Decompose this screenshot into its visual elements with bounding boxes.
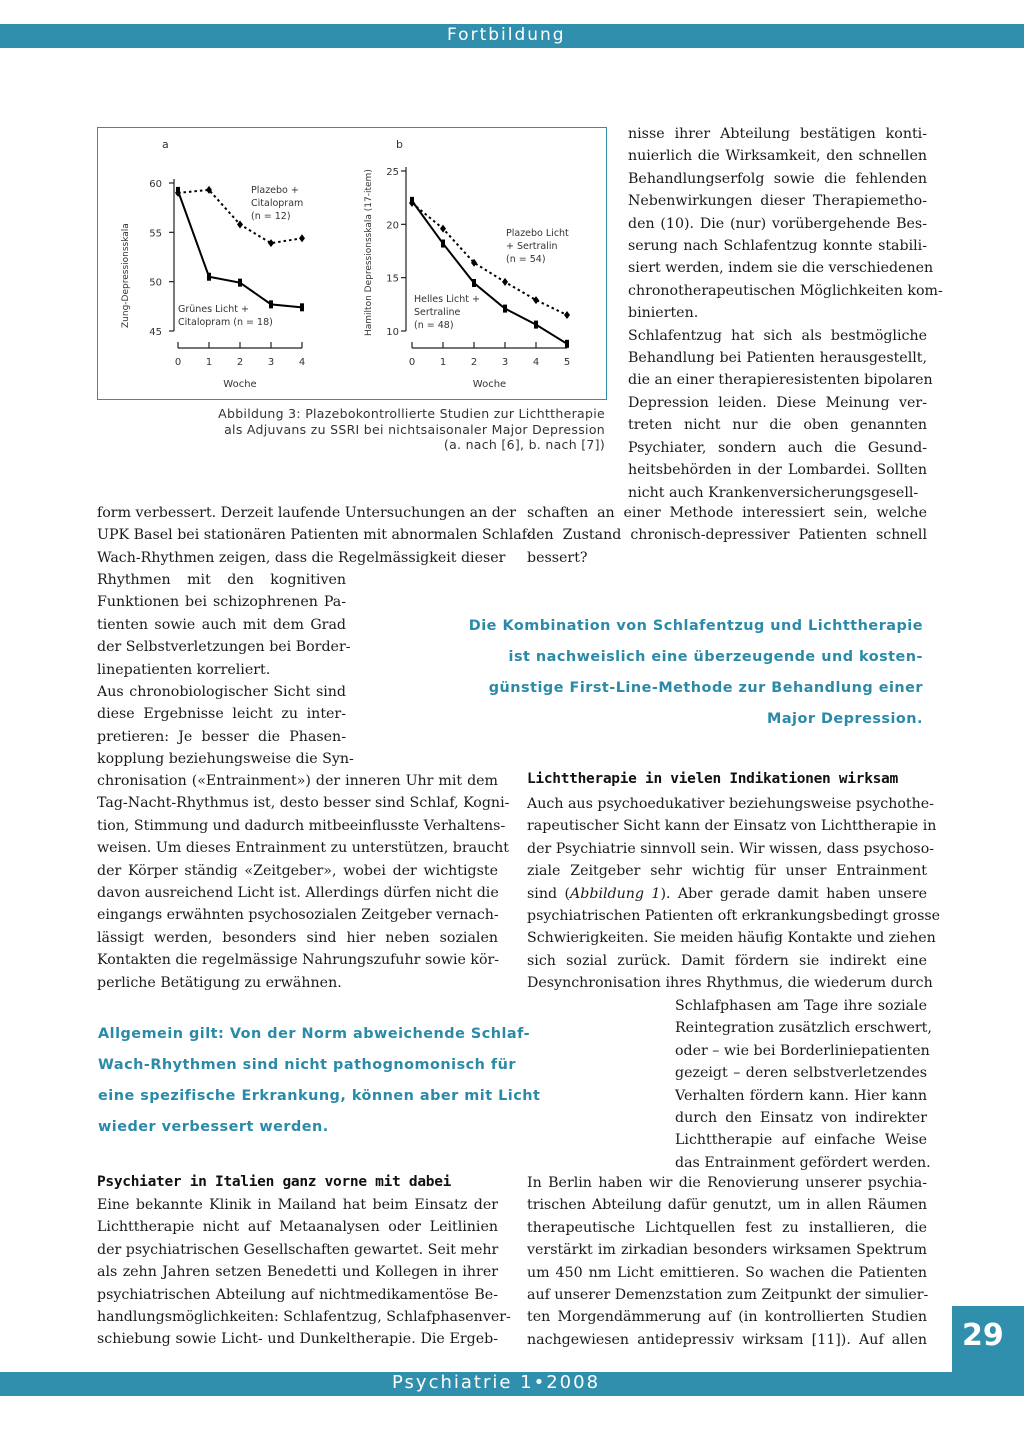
figure-caption <box>120 406 605 453</box>
x-tick-label: 4 <box>298 357 306 368</box>
text-line: Psychiater, sondern auch die Gesund- <box>628 439 927 456</box>
x-tick-label: 3 <box>501 357 509 368</box>
text-line: therapeutische Lichtquellen fest zu installieren, die <box>527 1219 927 1236</box>
left-column-intro <box>97 502 532 569</box>
text-line: psychiatrischen Patienten oft erkrankungsbedingt grosse <box>527 908 941 925</box>
pull-quote-line: Wach-Rhythmen sind nicht pathognomonisch für <box>98 1057 517 1073</box>
text-line: perliche Betätigung zu erwähnen. <box>97 974 342 991</box>
x-tick-label: 5 <box>563 357 571 368</box>
text-line: handlungsmöglichkeiten: Schlafentzug, Schlafphasenver- <box>97 1309 511 1326</box>
series-label: Grünes Licht + <box>178 304 250 315</box>
text-line: der psychiatrischen Gesellschaften gewartet. Seit mehr <box>97 1241 499 1258</box>
text-line: auf unserer Demenzstation zum Zeitpunkt der simulier- <box>527 1287 929 1304</box>
text-line: Schwierigkeiten. Sie meiden häufig Kontakte und ziehen <box>527 930 936 947</box>
text-line: lässigt werden, besonders sind hier neben sozialen <box>97 929 498 946</box>
text-line: In Berlin haben wir die Renovierung unserer psychia- <box>527 1175 927 1191</box>
text-line: nisse ihrer Abteilung bestätigen konti- <box>628 126 927 142</box>
y-tick-label: 25 <box>386 167 399 178</box>
text-line: siert werden, indem sie die verschiedenen <box>628 260 934 277</box>
x-tick-label: 3 <box>267 357 275 368</box>
text-line: weisen. Um dieses Entrainment zu unterstützen, braucht <box>97 840 509 857</box>
text-line: Desynchronisation ihres Rhythmus, die wiederum durch <box>527 975 933 992</box>
data-point <box>237 220 243 228</box>
text-line: Aus chronobiologischer Sicht sind <box>97 684 346 701</box>
text-line: den Zustand chronisch-depressiver Patienten schnell <box>527 527 927 544</box>
data-point <box>564 311 570 319</box>
pull-quote-line: eine spezifische Erkrankung, können aber mit Licht <box>98 1088 541 1104</box>
series-label: Plazebo + <box>251 185 299 196</box>
section-italy-body <box>97 1194 511 1351</box>
pull-quote-line: Major Depression. <box>767 711 923 727</box>
text-line: pretieren: Je besser die Phasen- <box>97 728 346 745</box>
figure-chart <box>98 128 608 401</box>
x-axis-label: Woche <box>472 379 507 390</box>
x-tick-label: 0 <box>408 357 416 368</box>
text-line: treten nicht nur die oben genannten <box>628 417 927 434</box>
text-line: schiebung sowie Licht- und Dunkeltherapie. Die Ergeb- <box>97 1331 498 1348</box>
data-point <box>299 234 305 242</box>
section-light-body <box>527 793 941 995</box>
y-axis-label: Zung-Depressionsskala <box>121 223 131 328</box>
panel-label: a <box>162 138 169 151</box>
series-label: Plazebo Licht <box>506 228 569 239</box>
x-tick-label: 1 <box>439 357 447 368</box>
text-line: verstärkt im zirkadian besonders wirksamen Spektrum <box>527 1242 927 1259</box>
text-line: psychiatrischen Abteilung auf nichtmedikamentöse Be- <box>97 1286 498 1303</box>
data-point <box>207 273 211 281</box>
data-point <box>300 303 304 311</box>
text-line: sich sozial zurück. Damit fördern sie indirekt eine <box>527 952 927 969</box>
text-line: Wach-Rhythmen zeigen, dass die Regelmässigkeit dieser <box>97 549 506 566</box>
text-line: der Körper ständig «Zeitgeber», wobei der wichtigste <box>97 862 498 879</box>
text-line: tion, Stimmung und dadurch mitbeeinflusste Verhaltens- <box>97 817 506 834</box>
y-tick-label: 45 <box>149 327 162 338</box>
text-line: gezeigt – deren selbstverletzendes <box>675 1065 927 1082</box>
text-line: Rhythmen mit den kognitiven <box>97 572 346 588</box>
text-line: nachgewiesen antidepressiv wirksam [11]). Auf allen <box>527 1331 927 1348</box>
text-line: das Entrainment gefördert werden. <box>675 1154 931 1171</box>
y-tick-label: 15 <box>386 273 399 285</box>
data-point <box>534 321 538 329</box>
pull-quote-line: günstige First-Line-Methode zur Behandlung einer <box>488 680 923 696</box>
pull-quote-line: Die Kombination von Schlafentzug und Lichttherapie <box>468 618 923 634</box>
text-line: bessert? <box>527 549 588 566</box>
pull-quote-1 <box>368 611 923 735</box>
y-tick-label: 50 <box>149 277 162 289</box>
text-line: sind (Abbildung 1). Aber gerade damit haben unsere <box>527 885 927 902</box>
data-point <box>269 300 273 308</box>
text-line: Reintegration zusätzlich erschwert, <box>675 1020 932 1037</box>
text-line: ten Morgendämmerung auf (in kontrollierten Studien <box>527 1309 927 1326</box>
text-line: nicht auch Krankenversicherungsgesell- <box>628 484 919 501</box>
text-line: eingangs erwähnten psychosozialen Zeitgeber vernach- <box>97 907 499 924</box>
text-line: als zehn Jahren setzen Benedetti und Kollegen in ihrer <box>97 1264 498 1281</box>
data-point <box>472 279 476 287</box>
text-line: tienten sowie auch mit dem Grad <box>97 616 346 633</box>
text-line: den (10). Die (nur) vorübergehende Bes- <box>628 215 927 232</box>
text-line: form verbessert. Derzeit laufende Untersuchungen an der <box>97 505 516 521</box>
caption-line: (a. nach [6], b. nach [7]) <box>443 437 605 452</box>
text-line: Nebenwirkungen dieser Therapiemetho- <box>628 193 927 210</box>
text-line: um 450 nm Licht emittieren. So wachen die Patienten <box>527 1264 927 1281</box>
pull-quote-line: ist nachweislich eine überzeugende und kosten- <box>508 649 923 665</box>
section-light-narrow <box>675 995 932 1174</box>
text-line: Auch aus psychoedukativer beziehungsweise psychothe- <box>527 796 934 812</box>
y-tick-label: 60 <box>149 179 162 190</box>
data-point <box>268 239 274 247</box>
text-line: Verhalten fördern kann. Hier kann <box>675 1087 927 1104</box>
data-point <box>503 305 507 313</box>
text-line: nuierlich die Wirksamkeit, den schnellen <box>628 148 927 165</box>
series-label: (n = 12) <box>251 211 291 222</box>
text-line: Schlafentzug hat sich als bestmögliche <box>628 327 927 344</box>
data-point <box>440 225 446 233</box>
pull-quote-line: wieder verbessert werden. <box>98 1119 329 1135</box>
text-line: diese Ergebnisse leicht zu inter- <box>97 706 346 723</box>
x-axis-label: Woche <box>223 379 257 390</box>
section-berlin-body <box>527 1172 927 1351</box>
series-label: (n = 54) <box>506 254 546 265</box>
page-number: 29 <box>962 1318 1004 1353</box>
series-label: + Sertralin <box>506 241 558 252</box>
x-tick-label: 0 <box>174 357 182 368</box>
text-line: Lichttherapie nicht auf Metaanalysen oder Leitlinien <box>97 1219 498 1236</box>
x-tick-label: 2 <box>470 357 478 368</box>
data-point <box>176 187 180 195</box>
text-line: Funktionen bei schizophrenen Pa- <box>97 594 346 611</box>
figure-reference: Abbildung 1 <box>570 885 661 902</box>
section-heading-italy: Psychiater in Italien ganz vorne mit dabei <box>97 1174 452 1190</box>
header-bar <box>0 24 1024 48</box>
text-line: schaften an einer Methode interessiert sein, welche <box>527 505 927 521</box>
text-line: Lichttherapie auf einfache Weise <box>675 1132 927 1149</box>
text-line: serung nach Schlafentzug konnte stabili- <box>628 238 927 255</box>
right-column-mid <box>527 502 927 569</box>
text-line: heitsbehörden in der Lombardei. Sollten <box>628 462 927 479</box>
x-tick-label: 2 <box>236 357 244 368</box>
caption-line: als Adjuvans zu SSRI bei nichtsaisonaler Major Depression <box>224 421 605 437</box>
footer-bar <box>0 1372 1024 1396</box>
series-label: Citalopram <box>251 198 304 209</box>
text-line: chronotherapeutischen Möglichkeiten kom- <box>628 282 943 299</box>
text-line: rapeutischer Sicht kann der Einsatz von Lichttherapie in <box>527 818 937 835</box>
series-label: Sertraline <box>414 307 461 318</box>
text-line: Depression leiden. Diese Meinung ver- <box>628 394 927 411</box>
text-line: Behandlung bei Patienten herausgestellt, <box>628 350 927 367</box>
text-line: Behandlungserfolg sowie die fehlenden <box>628 170 927 187</box>
journal-issue: Psychiatrie 1•2008 <box>392 1372 601 1393</box>
text-line: Tag-Nacht-Rhythmus ist, desto besser sind Schlaf, Kogni- <box>97 795 510 812</box>
data-point <box>533 296 539 304</box>
caption-line: Abbildung 3: Plazebokontrollierte Studien zur Lichttherapie <box>218 406 605 421</box>
text-line: chronisation («Entrainment») der inneren Uhr mit dem <box>97 773 498 789</box>
data-point <box>238 279 242 287</box>
text-line: durch den Einsatz von indirekter <box>675 1110 927 1127</box>
series-label: (n = 48) <box>414 320 454 331</box>
section-heading-light: Lichttherapie in vielen Indikationen wirksam <box>527 771 898 787</box>
y-tick-label: 20 <box>386 220 399 232</box>
series-label: Helles Licht + <box>414 294 480 305</box>
text-line: ziale Zeitgeber sehr wichtig für unser Entrainment <box>527 863 927 880</box>
pull-quote-line: Allgemein gilt: Von der Norm abweichende Schlaf- <box>98 1026 531 1042</box>
text-line: Eine bekannte Klinik in Mailand hat beim Einsatz der <box>97 1197 498 1213</box>
text-line: trischen Abteilung dafür genutzt, um in allen Räumen <box>527 1197 927 1214</box>
text-line: linepatienten korreliert. <box>97 661 271 678</box>
text-line: kopplung beziehungsweise die Syn- <box>97 751 354 768</box>
pull-quote-2 <box>98 1019 643 1143</box>
text-line: der Selbstverletzungen bei Border- <box>97 639 351 656</box>
x-tick-label: 4 <box>532 357 540 368</box>
data-point <box>502 278 508 286</box>
panel-label: b <box>396 138 403 151</box>
text-line: binierten. <box>628 305 699 322</box>
text-line: UPK Basel bei stationären Patienten mit abnormalen Schlaf- <box>97 527 532 544</box>
page-number-tab <box>952 1306 1024 1372</box>
left-column-narrow <box>97 569 354 771</box>
text-line: die an einer therapieresistenten bipolaren <box>628 372 933 389</box>
y-axis-label: Hamilton Depressionsskala (17-item) <box>364 169 374 336</box>
text-line: Schlafphasen am Tage ihre soziale <box>675 998 927 1014</box>
right-column-top <box>628 123 943 504</box>
y-tick-label: 10 <box>386 327 399 338</box>
section-title: Fortbildung <box>447 25 566 45</box>
text-line: oder – wie bei Borderliniepatienten <box>675 1042 930 1059</box>
y-tick-label: 55 <box>149 228 162 240</box>
data-point <box>441 240 445 248</box>
figure-box <box>97 127 607 400</box>
text-line: der Psychiatrie sinnvoll sein. Wir wissen, dass psychoso- <box>527 840 935 857</box>
left-column-body <box>97 770 510 994</box>
data-point <box>410 197 414 205</box>
x-tick-label: 1 <box>205 357 213 368</box>
text-line: davon ausreichend Licht ist. Allerdings dürfen nicht die <box>97 885 499 902</box>
data-point <box>565 340 569 348</box>
series-label: Citalopram (n = 18) <box>178 317 273 328</box>
text-line: Kontakten die regelmässige Nahrungszufuhr sowie kör- <box>97 952 500 969</box>
